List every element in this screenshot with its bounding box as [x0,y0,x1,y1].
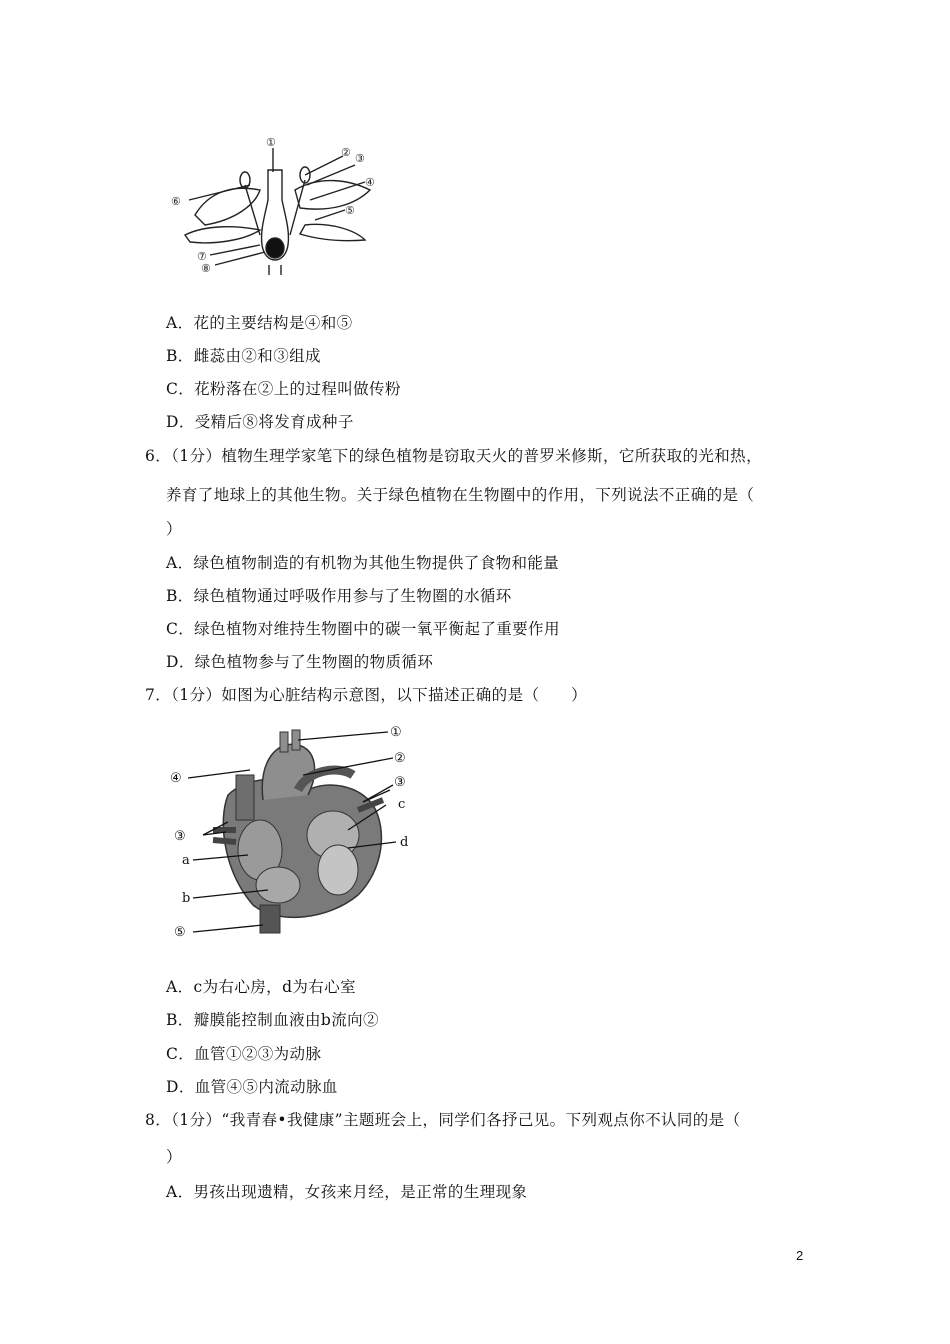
question-6-option-a: A．绿色植物制造的有机物为其他生物提供了食物和能量 [166,554,560,572]
flower-label-6: ⑥ [171,195,181,208]
heart-label-5: ⑤ [174,925,186,940]
question-6-line-2: 养育了地球上的其他生物。关于绿色植物在生物圈中的作用，下列说法不正确的是（ [166,486,755,504]
heart-label-1: ① [390,725,402,740]
flower-option-a: A．花的主要结构是④和⑤ [166,314,353,332]
heart-label-d: d [400,835,409,850]
flower-label-1: ① [266,136,276,149]
question-6-option-d: D．绿色植物参与了生物圈的物质循环 [166,653,434,671]
flower-label-7: ⑦ [197,250,207,263]
question-8-line-1: 8．（1分）“我青春•我健康”主题班会上，同学们各抒己见。下列观点你不认同的是（ [145,1111,741,1129]
question-6-option-b: B．绿色植物通过呼吸作用参与了生物圈的水循环 [166,587,512,605]
heart-label-2: ② [394,751,406,766]
question-6-line-3: ） [166,520,182,538]
question-7-option-b: B．瓣膜能控制血液由b流向② [166,1011,379,1029]
question-7-option-a: A．c为右心房，d为右心室 [166,978,356,996]
heart-label-3-left: ③ [174,829,186,844]
question-7-option-d: D．血管④⑤内流动脉血 [166,1078,338,1096]
heart-diagram [168,720,418,945]
question-6-line-1: 6．（1分）植物生理学家笔下的绿色植物是窃取天火的普罗米修斯，它所获取的光和热， [145,447,762,465]
flower-label-8: ⑧ [201,262,211,275]
question-8-line-2: ） [166,1148,182,1166]
question-8-option-a: A．男孩出现遗精，女孩来月经，是正常的生理现象 [166,1183,528,1201]
flower-label-2: ② [341,146,351,159]
flower-option-c: C．花粉落在②上的过程叫做传粉 [166,380,401,398]
flower-label-3: ③ [355,152,365,165]
flower-diagram [165,130,390,275]
page-number: 2 [796,1248,804,1263]
heart-label-a: a [182,853,190,868]
heart-label-4: ④ [170,771,182,786]
question-7-line-1: 7．（1分）如图为心脏结构示意图，以下描述正确的是（ ） [145,686,588,704]
flower-label-4: ④ [365,176,375,189]
heart-label-c: c [398,797,406,812]
flower-option-d: D．受精后⑧将发育成种子 [166,413,354,431]
flower-label-5: ⑤ [345,204,355,217]
question-6-option-c: C．绿色植物对维持生物圈中的碳一氧平衡起了重要作用 [166,620,560,638]
heart-label-3-right: ③ [394,775,406,790]
question-7-option-c: C．血管①②③为动脉 [166,1045,322,1063]
flower-option-b: B．雌蕊由②和③组成 [166,347,321,365]
heart-label-b: b [182,891,191,906]
